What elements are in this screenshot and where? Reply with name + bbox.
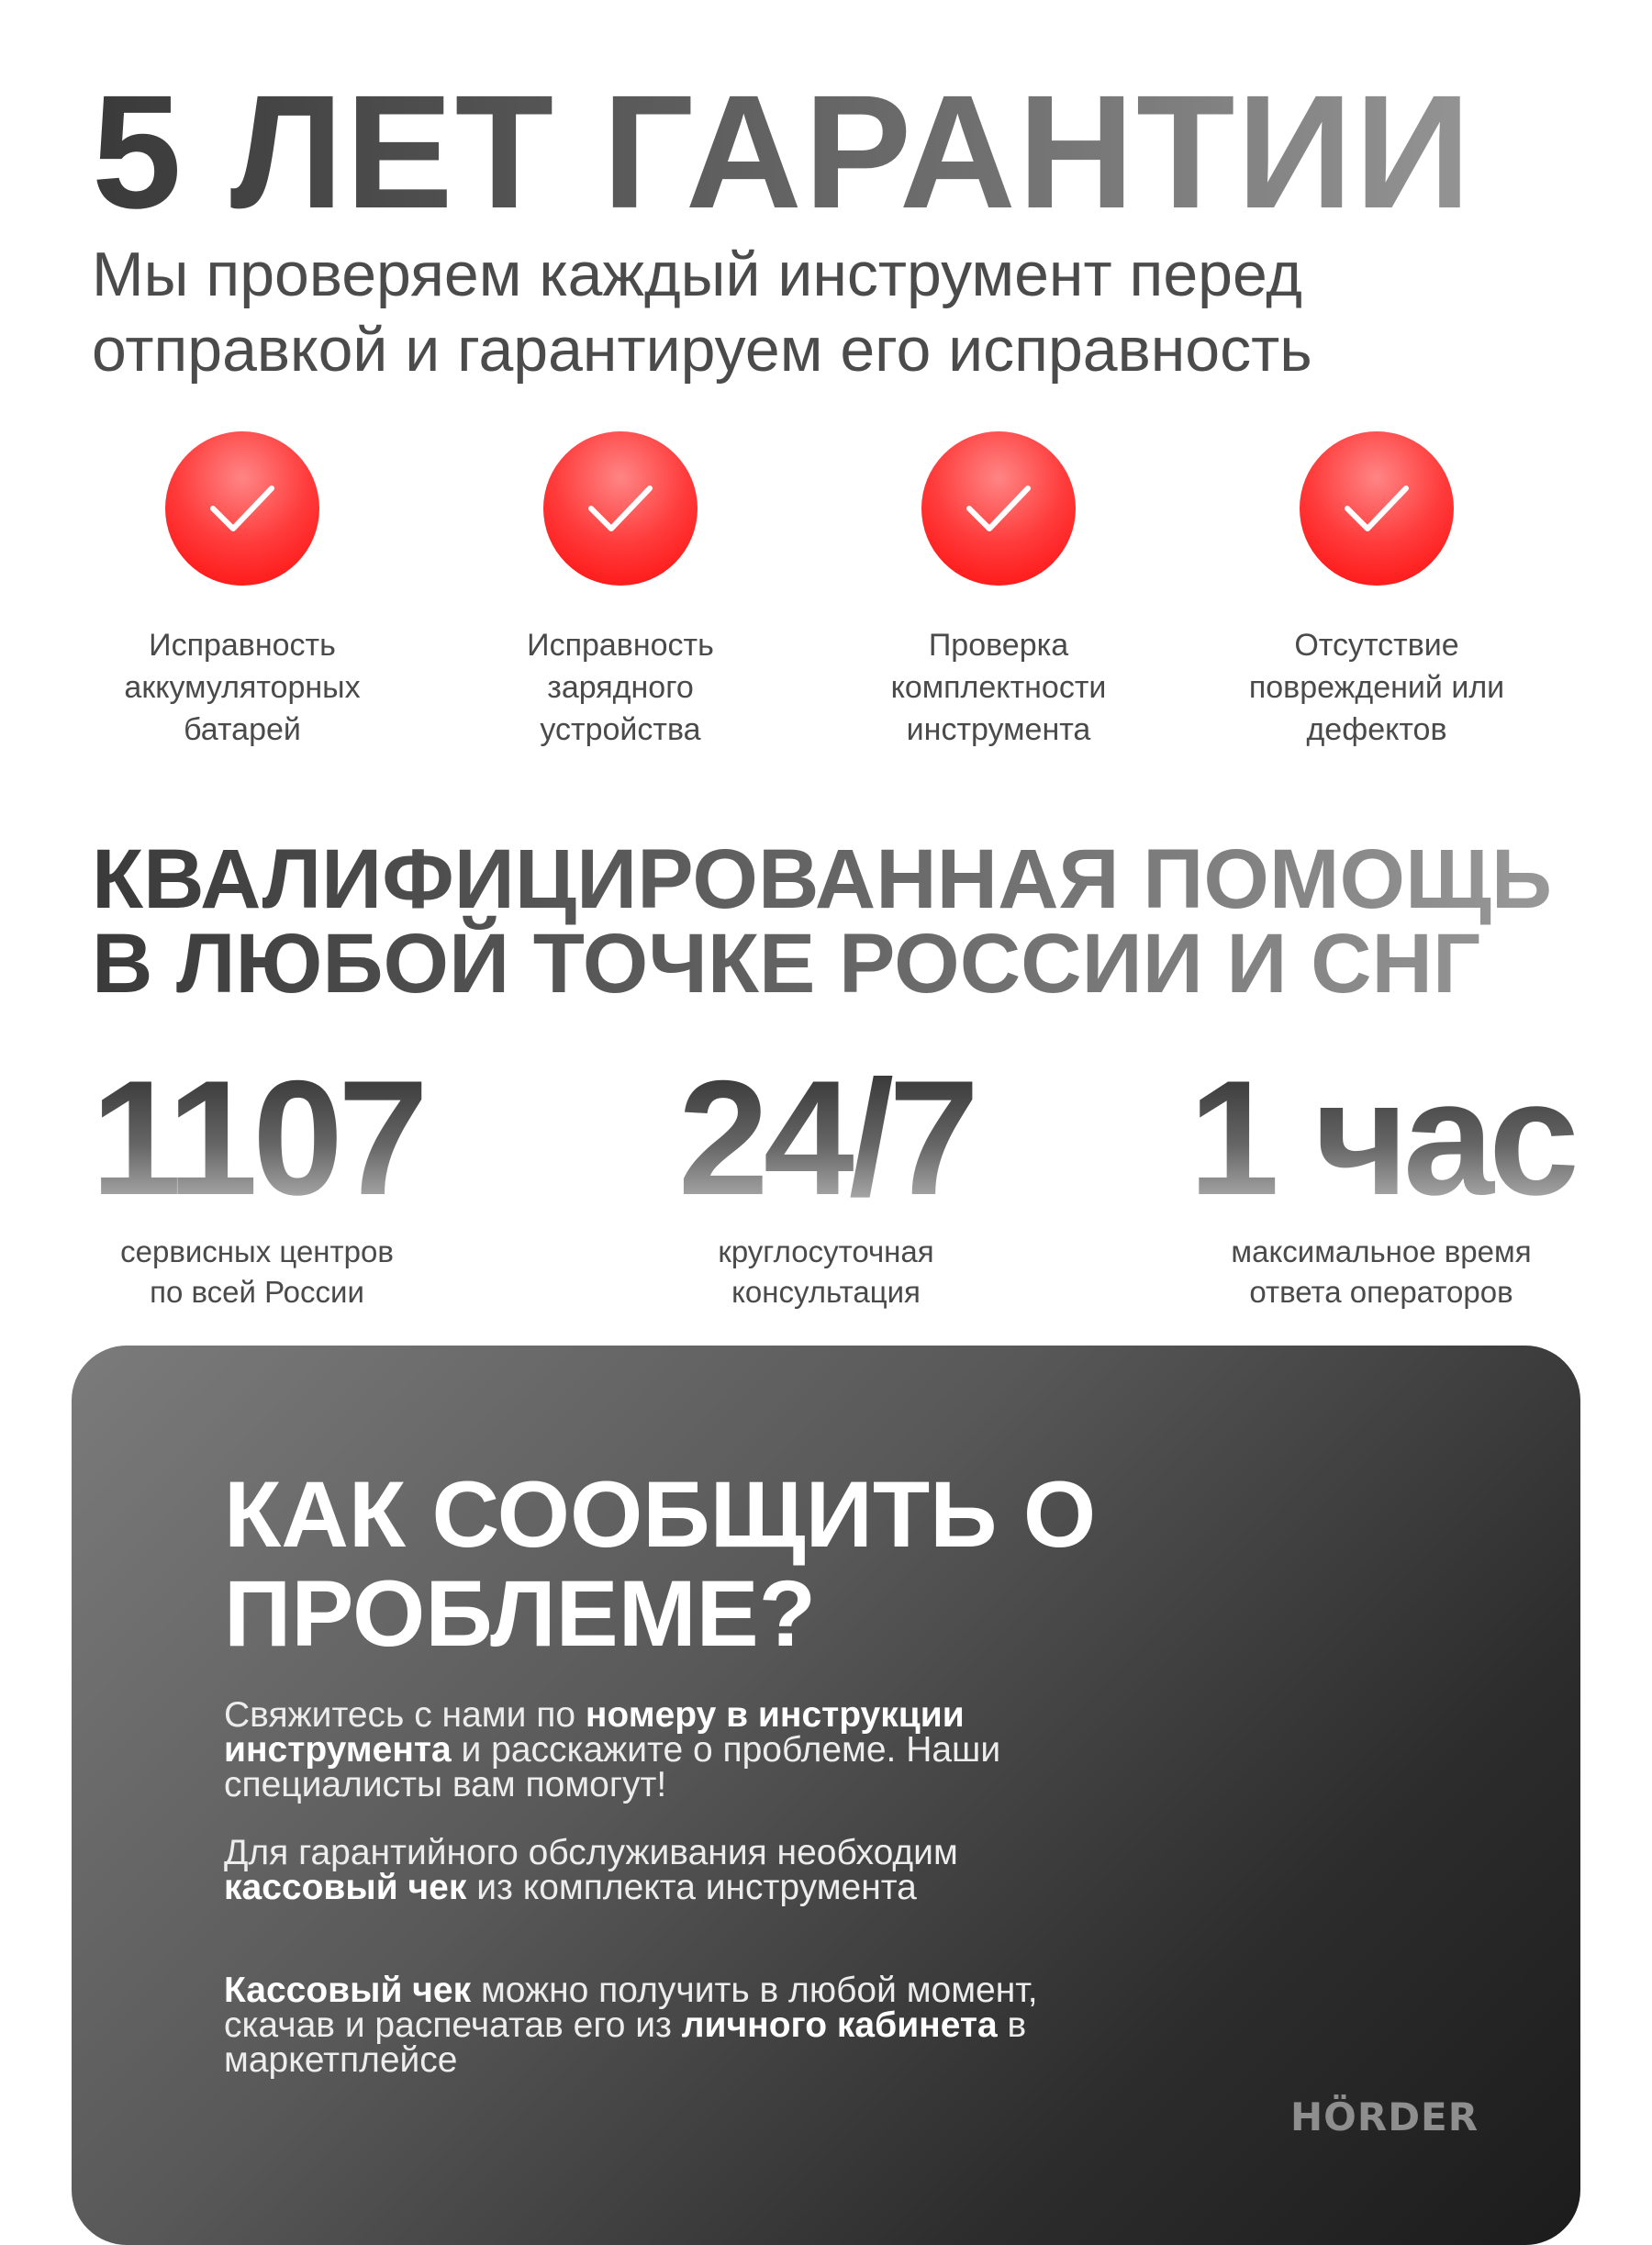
text: из комплекта инструмента bbox=[466, 1868, 917, 1907]
stat-value: 1107 bbox=[73, 1065, 441, 1212]
text-bold: номеру в инструкции инструмента bbox=[224, 1695, 965, 1770]
stat-service-centers bbox=[73, 1046, 441, 1312]
text-bold: личного кабинета bbox=[681, 2005, 998, 2045]
check-icon bbox=[1300, 431, 1454, 586]
stat-label: сервисных центров по всей России bbox=[120, 1234, 394, 1309]
check-item-completeness bbox=[833, 431, 1164, 751]
panel-paragraph-contact bbox=[224, 1695, 1142, 1804]
check-icon bbox=[165, 431, 319, 586]
text: и расскажите о проблеме. Наши специалисты вам помогут! bbox=[224, 1730, 1001, 1804]
panel-paragraph-receipt bbox=[224, 1833, 1142, 1907]
check-item-no-defects bbox=[1211, 431, 1542, 751]
panel-title: КАК СООБЩИТЬ О ПРОБЛЕМЕ? bbox=[224, 1462, 1097, 1666]
check-label: Проверка комплектности инструмента bbox=[890, 628, 1107, 747]
check-label: Отсутствие повреждений или дефектов bbox=[1248, 628, 1505, 747]
stat-support-hours bbox=[624, 1046, 1028, 1312]
help-heading: КВАЛИФИЦИРОВАННАЯ ПОМОЩЬ В ЛЮБОЙ ТОЧКЕ РОССИИ И СНГ bbox=[92, 837, 1579, 1006]
text: в маркетплейсе bbox=[224, 2005, 1027, 2080]
check-item-charger bbox=[455, 431, 786, 751]
stat-label: максимальное время ответа операторов bbox=[1231, 1234, 1532, 1309]
check-item-batteries bbox=[77, 431, 407, 751]
text: Свяжитесь с нами по bbox=[224, 1695, 586, 1735]
text: можно получить в любой момент, скачав и распечатав его из bbox=[224, 1971, 1038, 2045]
panel-paragraph-cabinet bbox=[224, 1973, 1142, 2078]
stat-label: круглосуточная консультация bbox=[718, 1234, 934, 1309]
page-subtitle: Мы проверяем каждый инструмент перед отправкой и гарантируем его исправность bbox=[92, 240, 1312, 385]
check-label: Исправность аккумуляторных батарей bbox=[124, 628, 361, 747]
stat-response-time bbox=[1184, 1046, 1579, 1312]
text: Для гарантийного обслуживания необходим bbox=[224, 1833, 958, 1872]
check-label: Исправность зарядного устройства bbox=[527, 628, 714, 747]
page-title: 5 ЛЕТ ГАРАНТИИ bbox=[92, 72, 1560, 233]
stat-value: 1 час bbox=[1184, 1065, 1579, 1212]
check-icon bbox=[921, 431, 1076, 586]
stat-value: 24/7 bbox=[624, 1065, 1028, 1212]
text-bold: кассовый чек bbox=[224, 1868, 467, 1907]
brand-logo: HÖRDER bbox=[1290, 2094, 1479, 2139]
text-bold: Кассовый чек bbox=[224, 1971, 472, 2010]
report-problem-panel bbox=[72, 1346, 1580, 2245]
check-icon bbox=[543, 431, 698, 586]
